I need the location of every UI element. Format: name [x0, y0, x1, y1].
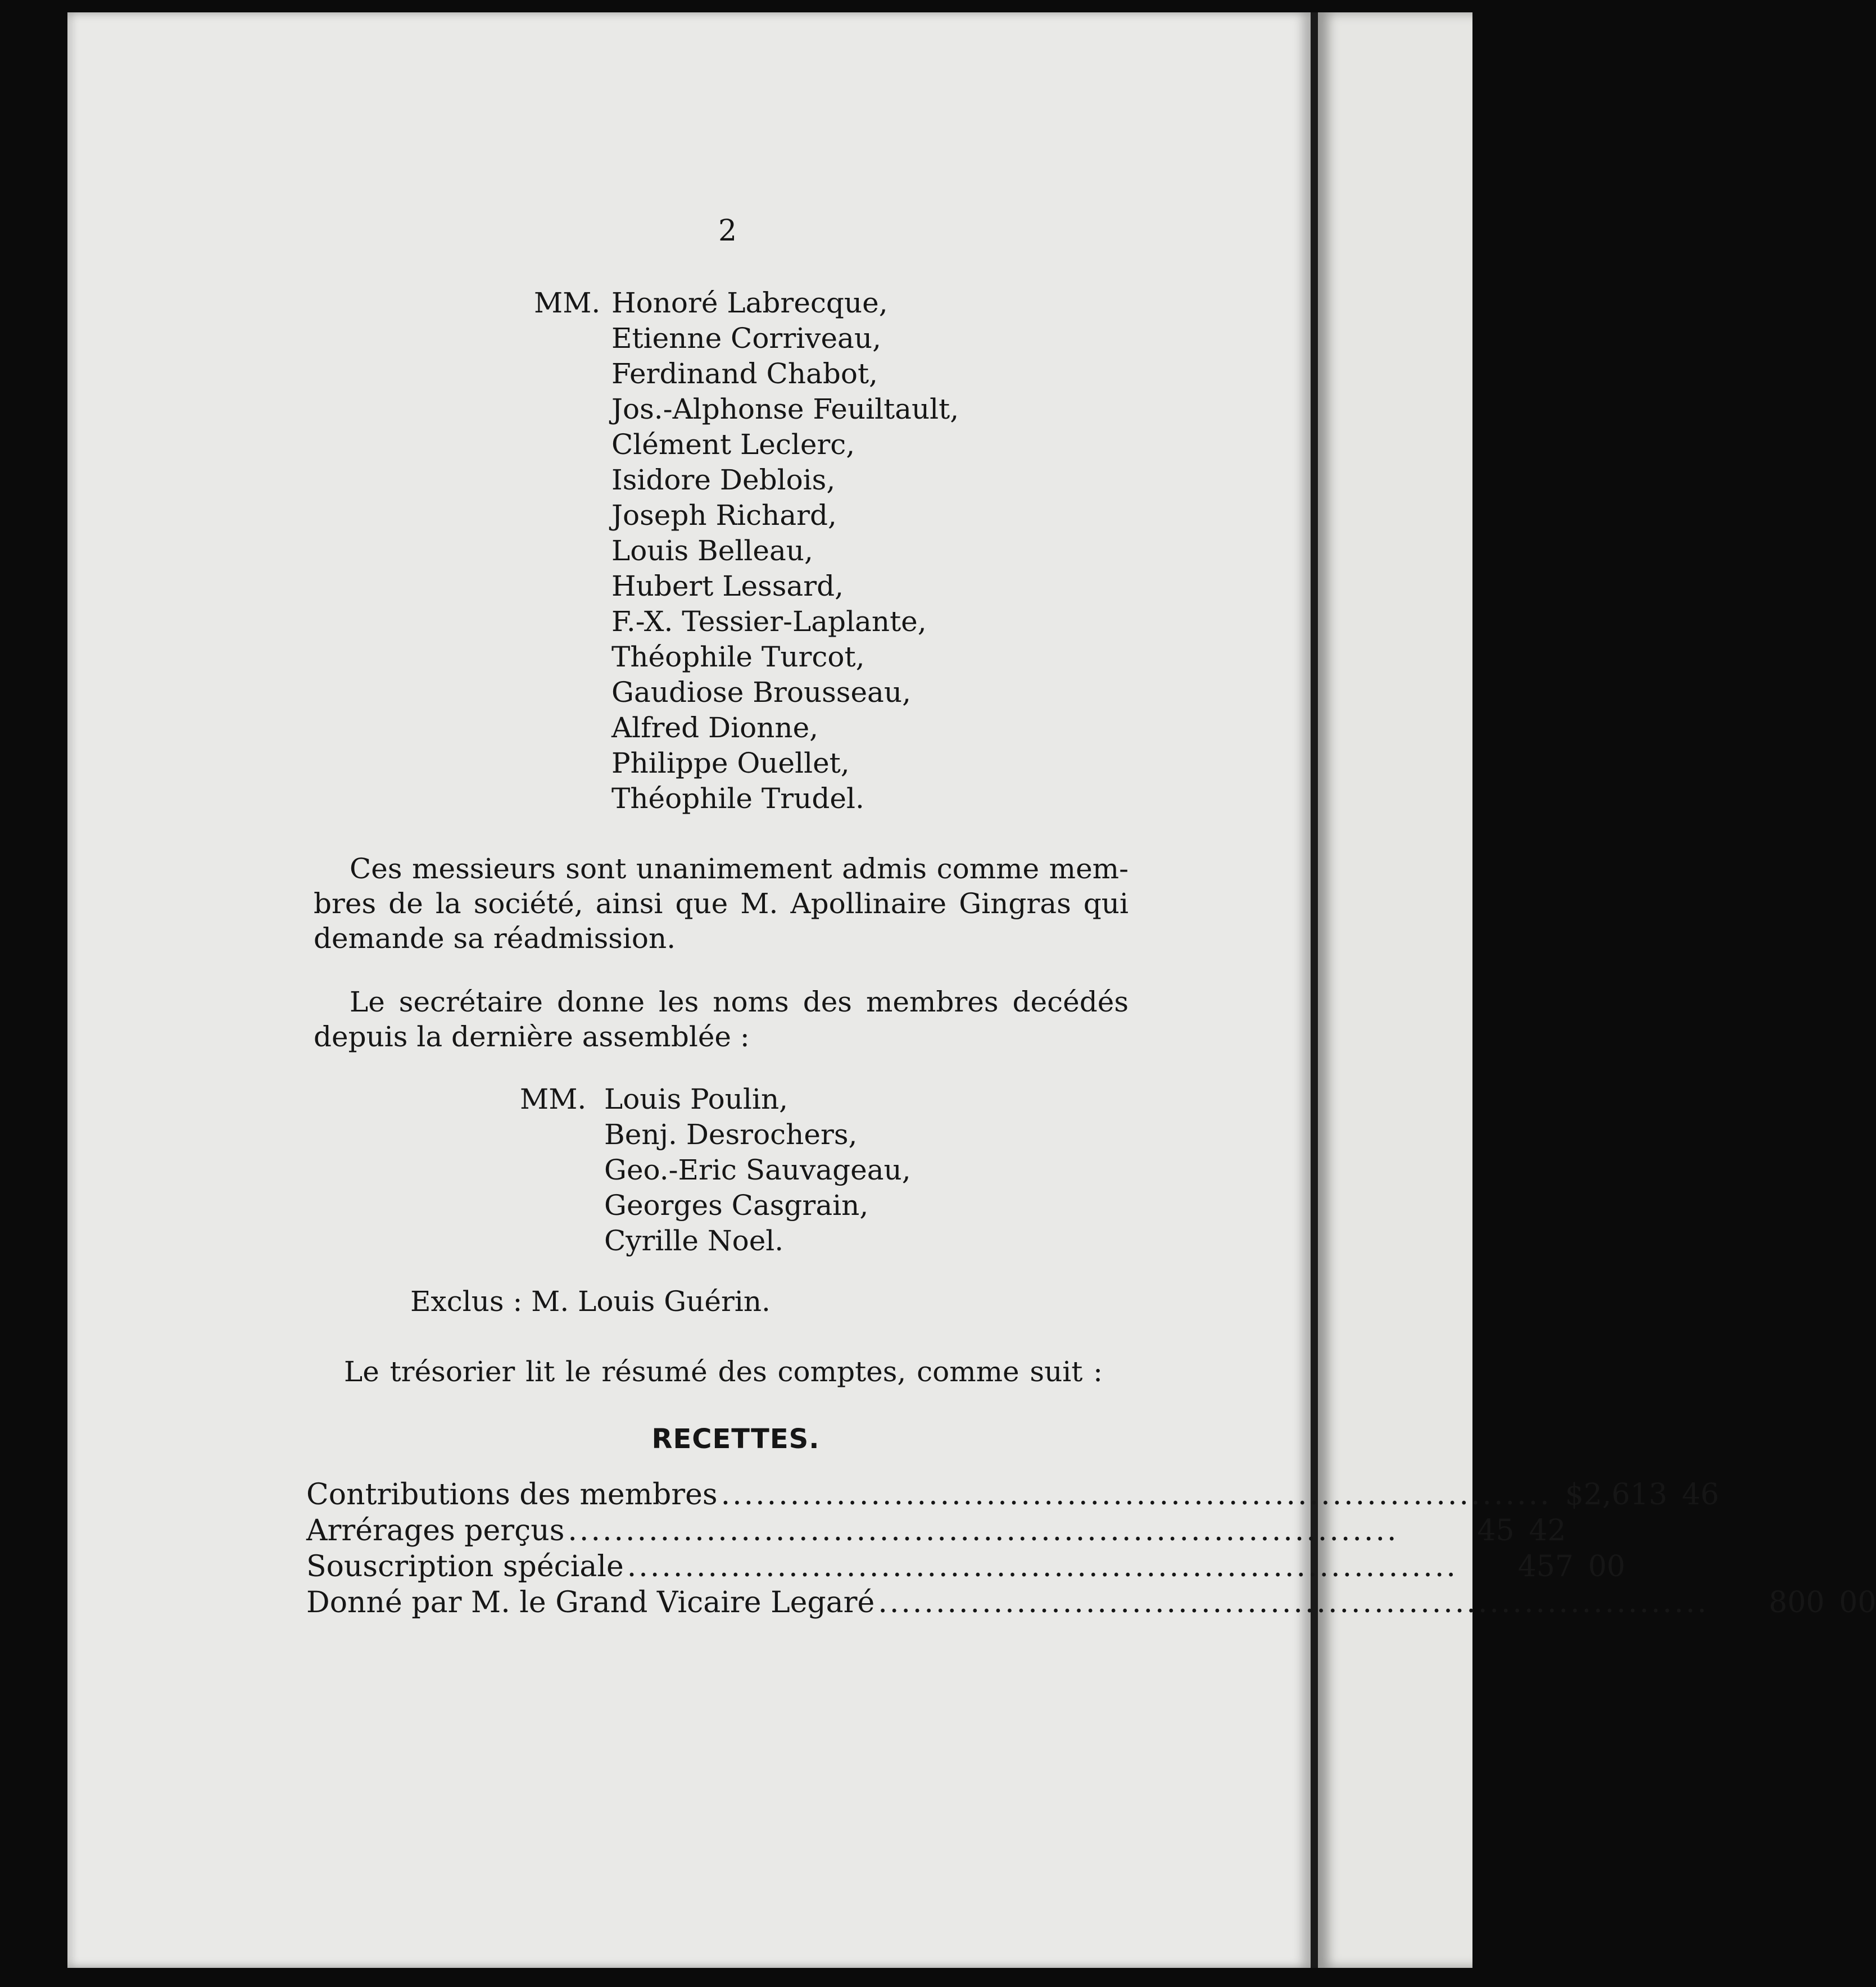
new-members-prefix: MM.	[534, 287, 601, 319]
leader-dots: ........................................................................	[627, 1550, 1458, 1584]
receipt-label: Souscription spéciale	[306, 1550, 624, 1584]
member-name: F.-X. Tessier-Laplante,	[611, 605, 927, 638]
member-name: Louis Belleau,	[611, 534, 813, 567]
leader-dots: ........................................................................	[878, 1586, 1709, 1619]
receipts-heading-text: RECETTES.	[651, 1423, 820, 1455]
member-name: Gaudiose Brousseau,	[611, 676, 911, 709]
receipt-cents: 42	[1529, 1514, 1566, 1548]
excluded-member: Exclus : M. Louis Guérin.	[410, 1285, 771, 1318]
member-name: Honoré Labrecque,	[611, 287, 888, 319]
paragraph-line: Le secrétaire donne les noms des membres decédés	[350, 986, 1129, 1018]
paragraph-line: bres de la société, ainsi que M. Apollinaire Gingras qui	[314, 887, 1129, 920]
receipt-label: Donné par M. le Grand Vicaire Legaré	[306, 1586, 875, 1619]
receipts-heading	[0, 1422, 1472, 1457]
treasurer-text: Le trésorier lit le résumé des comptes, comme suit :	[344, 1355, 1103, 1388]
deceased-paragraph	[314, 985, 1129, 1054]
leader-dots: ........................................................................	[568, 1514, 1399, 1548]
receipt-dollars: 45	[1477, 1514, 1515, 1548]
receipt-dollars: 800	[1769, 1586, 1825, 1619]
receipts-table	[306, 1477, 1876, 1621]
receipt-label: Arrérages perçus	[306, 1514, 565, 1548]
receipt-row	[306, 1585, 1876, 1621]
deceased-name: Georges Casgrain,	[604, 1189, 869, 1222]
receipt-dollars: 457	[1517, 1550, 1574, 1584]
deceased-name: Benj. Desrochers,	[604, 1118, 858, 1151]
admission-paragraph	[314, 851, 1129, 956]
deceased-name: Cyrille Noel.	[604, 1224, 784, 1257]
receipt-row	[306, 1513, 1566, 1549]
receipt-row	[306, 1549, 1625, 1585]
receipt-cents: 00	[1839, 1586, 1876, 1619]
deceased-members-list	[604, 1082, 911, 1259]
member-name: Isidore Deblois,	[611, 464, 836, 496]
treasurer-line	[344, 1354, 1103, 1390]
member-name: Théophile Turcot,	[611, 641, 865, 673]
receipt-row	[306, 1477, 1719, 1513]
paragraph-line: demande sa réadmission.	[314, 922, 676, 955]
member-name: Clément Leclerc,	[611, 428, 855, 461]
member-name: Etienne Corriveau,	[611, 322, 881, 355]
deceased-name: Geo.-Eric Sauvageau,	[604, 1154, 911, 1186]
member-name: Joseph Richard,	[611, 499, 837, 532]
paragraph-line: depuis la dernière assemblée :	[314, 1020, 750, 1053]
page-number: 2	[718, 214, 737, 248]
member-name: Hubert Lessard,	[611, 570, 844, 602]
receipt-label: Contributions des membres	[306, 1478, 718, 1512]
deceased-members-prefix: MM.	[520, 1083, 587, 1115]
paragraph-line: Ces messieurs sont unanimement admis comme mem-	[350, 852, 1129, 885]
new-members-list	[611, 285, 959, 816]
receipt-dollars: $2,613	[1565, 1478, 1667, 1512]
member-name: Alfred Dionne,	[611, 711, 819, 744]
member-name: Théophile Trudel.	[611, 782, 864, 815]
member-name: Ferdinand Chabot,	[611, 357, 878, 390]
member-name: Philippe Ouellet,	[611, 747, 850, 779]
member-name: Jos.-Alphonse Feuiltault,	[611, 393, 959, 425]
receipt-cents: 00	[1588, 1550, 1625, 1584]
page-gutter	[1311, 12, 1318, 1968]
receipt-cents: 46	[1682, 1478, 1719, 1512]
leader-dots: ........................................................................	[721, 1478, 1552, 1512]
deceased-name: Louis Poulin,	[604, 1083, 789, 1115]
adjacent-page-edge	[1318, 12, 1472, 1968]
